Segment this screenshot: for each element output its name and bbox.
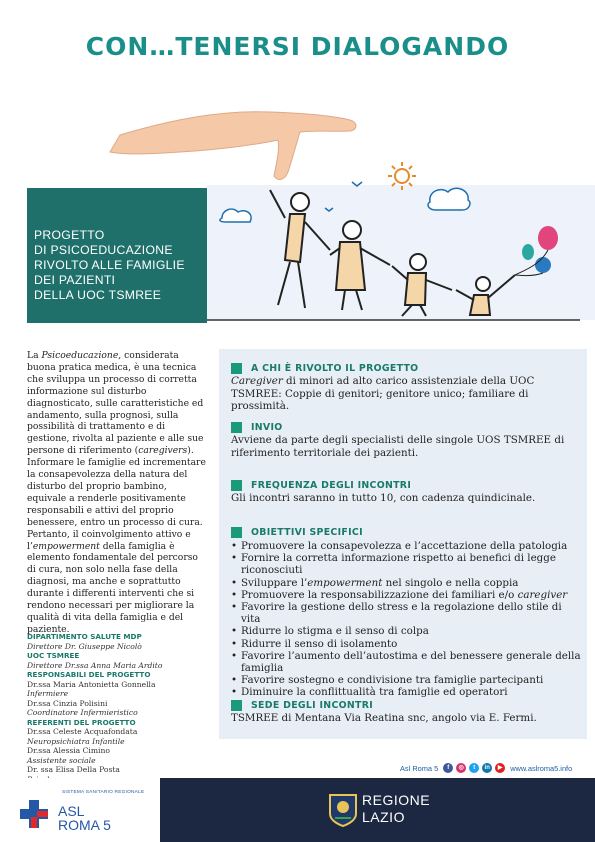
staff-role: Neuropsichiatra Infantile <box>27 736 125 746</box>
linkedin-icon[interactable]: in <box>482 763 492 773</box>
section-target <box>231 363 581 413</box>
website-link[interactable]: www.aslroma5.info <box>510 763 573 773</box>
staff-dept: REFERENTI DEL PROGETTO <box>27 717 136 727</box>
staff-name: Dr.ssa Maria Antonietta Gonnella <box>27 679 156 689</box>
objective-item: • Favorire l’aumento dell’autostima e del benessere generale della famiglia <box>231 650 581 674</box>
instagram-icon[interactable]: ◎ <box>456 763 466 773</box>
section-body: Caregiver di minori ad alto carico assistenziale della UOC TSMREE: Coppie di genitori; genitore unico; familiare di prossimità. <box>231 375 535 413</box>
balloon-icon <box>535 257 551 273</box>
asl-logo <box>0 778 160 842</box>
balloon-icon <box>538 226 558 250</box>
project-box <box>27 188 207 323</box>
facebook-icon[interactable]: f <box>443 763 453 773</box>
section-body: Gli incontri saranno in tutto 10, con cadenza quindicinale. <box>231 492 536 504</box>
section-title: INVIO <box>251 422 283 433</box>
objective-item: • Diminuire la conflittualità tra famiglie ed operatori <box>231 686 581 698</box>
section-frequenza <box>231 480 581 505</box>
section-title: FREQUENZA DEGLI INCONTRI <box>251 480 412 491</box>
cloud-icon <box>220 209 251 222</box>
objective-item: • Ridurre lo stigma e il senso di colpa <box>231 625 581 637</box>
staff-role: Direttore Dr.ssa Anna Maria Ardito <box>27 660 163 670</box>
twitter-icon[interactable]: t <box>469 763 479 773</box>
regione-name: REGIONE LAZIO <box>362 792 431 825</box>
section-title: OBIETTIVI SPECIFICI <box>251 527 363 538</box>
page-title: CON…TENERSI DIALOGANDO <box>85 32 510 61</box>
staff-dept: UOC TSMREE <box>27 651 80 660</box>
intro-paragraph-2: Pertanto, il coinvolgimento attivo e l’empowerment della famiglia è elemento fondamentale del percorso di cura, non solo nella fase della diagnosi, ma anche e soprattutto durante i differenti interventi che si rendono necessari per migliorare la qualità di vita della famiglia e del paziente. <box>27 528 198 635</box>
ssr-label: SISTEMA SANITARIO REGIONALE <box>62 790 145 795</box>
staff-role: Direttore Dr. Giuseppe Nicolò <box>27 641 142 651</box>
health-cross-icon <box>20 800 48 828</box>
staff-role: Coordinatore Infermieristico <box>27 708 138 717</box>
section-body: Avviene da parte degli specialisti delle singole UOS TSMREE di riferimento territoriale dei pazienti. <box>231 434 565 459</box>
staff-role: Assistente sociale <box>27 755 96 765</box>
regione-lazio-logo <box>160 778 595 842</box>
section-invio <box>231 422 581 459</box>
social-bar <box>400 761 590 775</box>
staff-name: Dr.ssa Celeste Acquafondata <box>27 727 138 736</box>
objective-item: • Favorire la gestione dello stress e la regolazione dello stile di vita <box>231 601 581 625</box>
staff-name: Dr.ssa Alessia Cimino <box>27 746 110 755</box>
staff-name: Dr. ssa Elisa Della Posta <box>27 765 120 774</box>
staff-name: Dr.ssa Cinzia Polisini <box>27 698 108 708</box>
section-marker <box>231 422 242 433</box>
staff-list <box>27 632 207 784</box>
project-box-text: PROGETTO DI PSICOEDUCAZIONE RIVOLTO ALLE FAMIGLIE DEI PAZIENTI DELLA UOC TSMREE <box>34 228 185 302</box>
staff-dept: RESPONSABILI DEL PROGETTO <box>27 670 151 679</box>
staff-role: Infermiere <box>27 689 69 698</box>
asl-name: ASL ROMA 5 <box>58 803 111 833</box>
objective-item: • Fornire la corretta informazione rispetto ai benefici di legge riconosciuti <box>231 552 581 576</box>
objectives-list <box>231 540 581 699</box>
section-marker <box>231 480 242 491</box>
objective-item: • Promuovere la responsabilizzazione dei familiari e/o caregiver <box>231 589 581 601</box>
section-title: SEDE DEGLI INCONTRI <box>251 700 374 711</box>
section-marker <box>231 527 242 538</box>
section-marker <box>231 363 242 374</box>
objective-item: • Promuovere la consapevolezza e l’accettazione della patologia <box>231 540 581 552</box>
intro-text <box>27 350 207 636</box>
section-obiettivi <box>231 527 581 699</box>
social-label: Asl Roma 5 <box>400 763 439 773</box>
staff-dept: DIPARTIMENTO SALUTE MDP <box>27 632 142 641</box>
objective-item: • Favorire sostegno e condivisione tra famiglie partecipanti <box>231 674 581 686</box>
intro-paragraph-1: La Psicoeducazione, considerata buona pratica medica, è una tecnica che sviluppa un processo di corretta informazione sul disturbo diagnosticato, sulle caratteristiche ed andamento, sulla prognosi, sulla possibilità di trattamento e di gestione, rivolta al paziente e alle sue persone di riferimento (caregivers). Informare le famiglie ed incrementare la consapevolezza della natura del disturbo del proprio bambino, equivale a renderle positivamente responsabili e attivi del proprio benessere, entro un processo di cura. <box>27 350 206 528</box>
info-panel <box>219 349 587 739</box>
section-title: A CHI È RIVOLTO IL PROGETTO <box>251 363 419 374</box>
objective-item: • Sviluppare l’empowerment nel singolo e nella coppia <box>231 577 581 589</box>
section-sede <box>231 700 581 725</box>
regione-emblem-icon <box>327 792 359 828</box>
hand-icon <box>110 112 356 180</box>
section-marker <box>231 700 242 711</box>
objective-item: • Ridurre il senso di isolamento <box>231 638 581 650</box>
balloon-icon <box>522 244 534 260</box>
cloud-icon <box>428 188 470 210</box>
section-body: TSMREE di Mentana Via Reatina snc, angolo via E. Fermi. <box>231 712 537 724</box>
youtube-icon[interactable]: ▶ <box>495 763 505 773</box>
